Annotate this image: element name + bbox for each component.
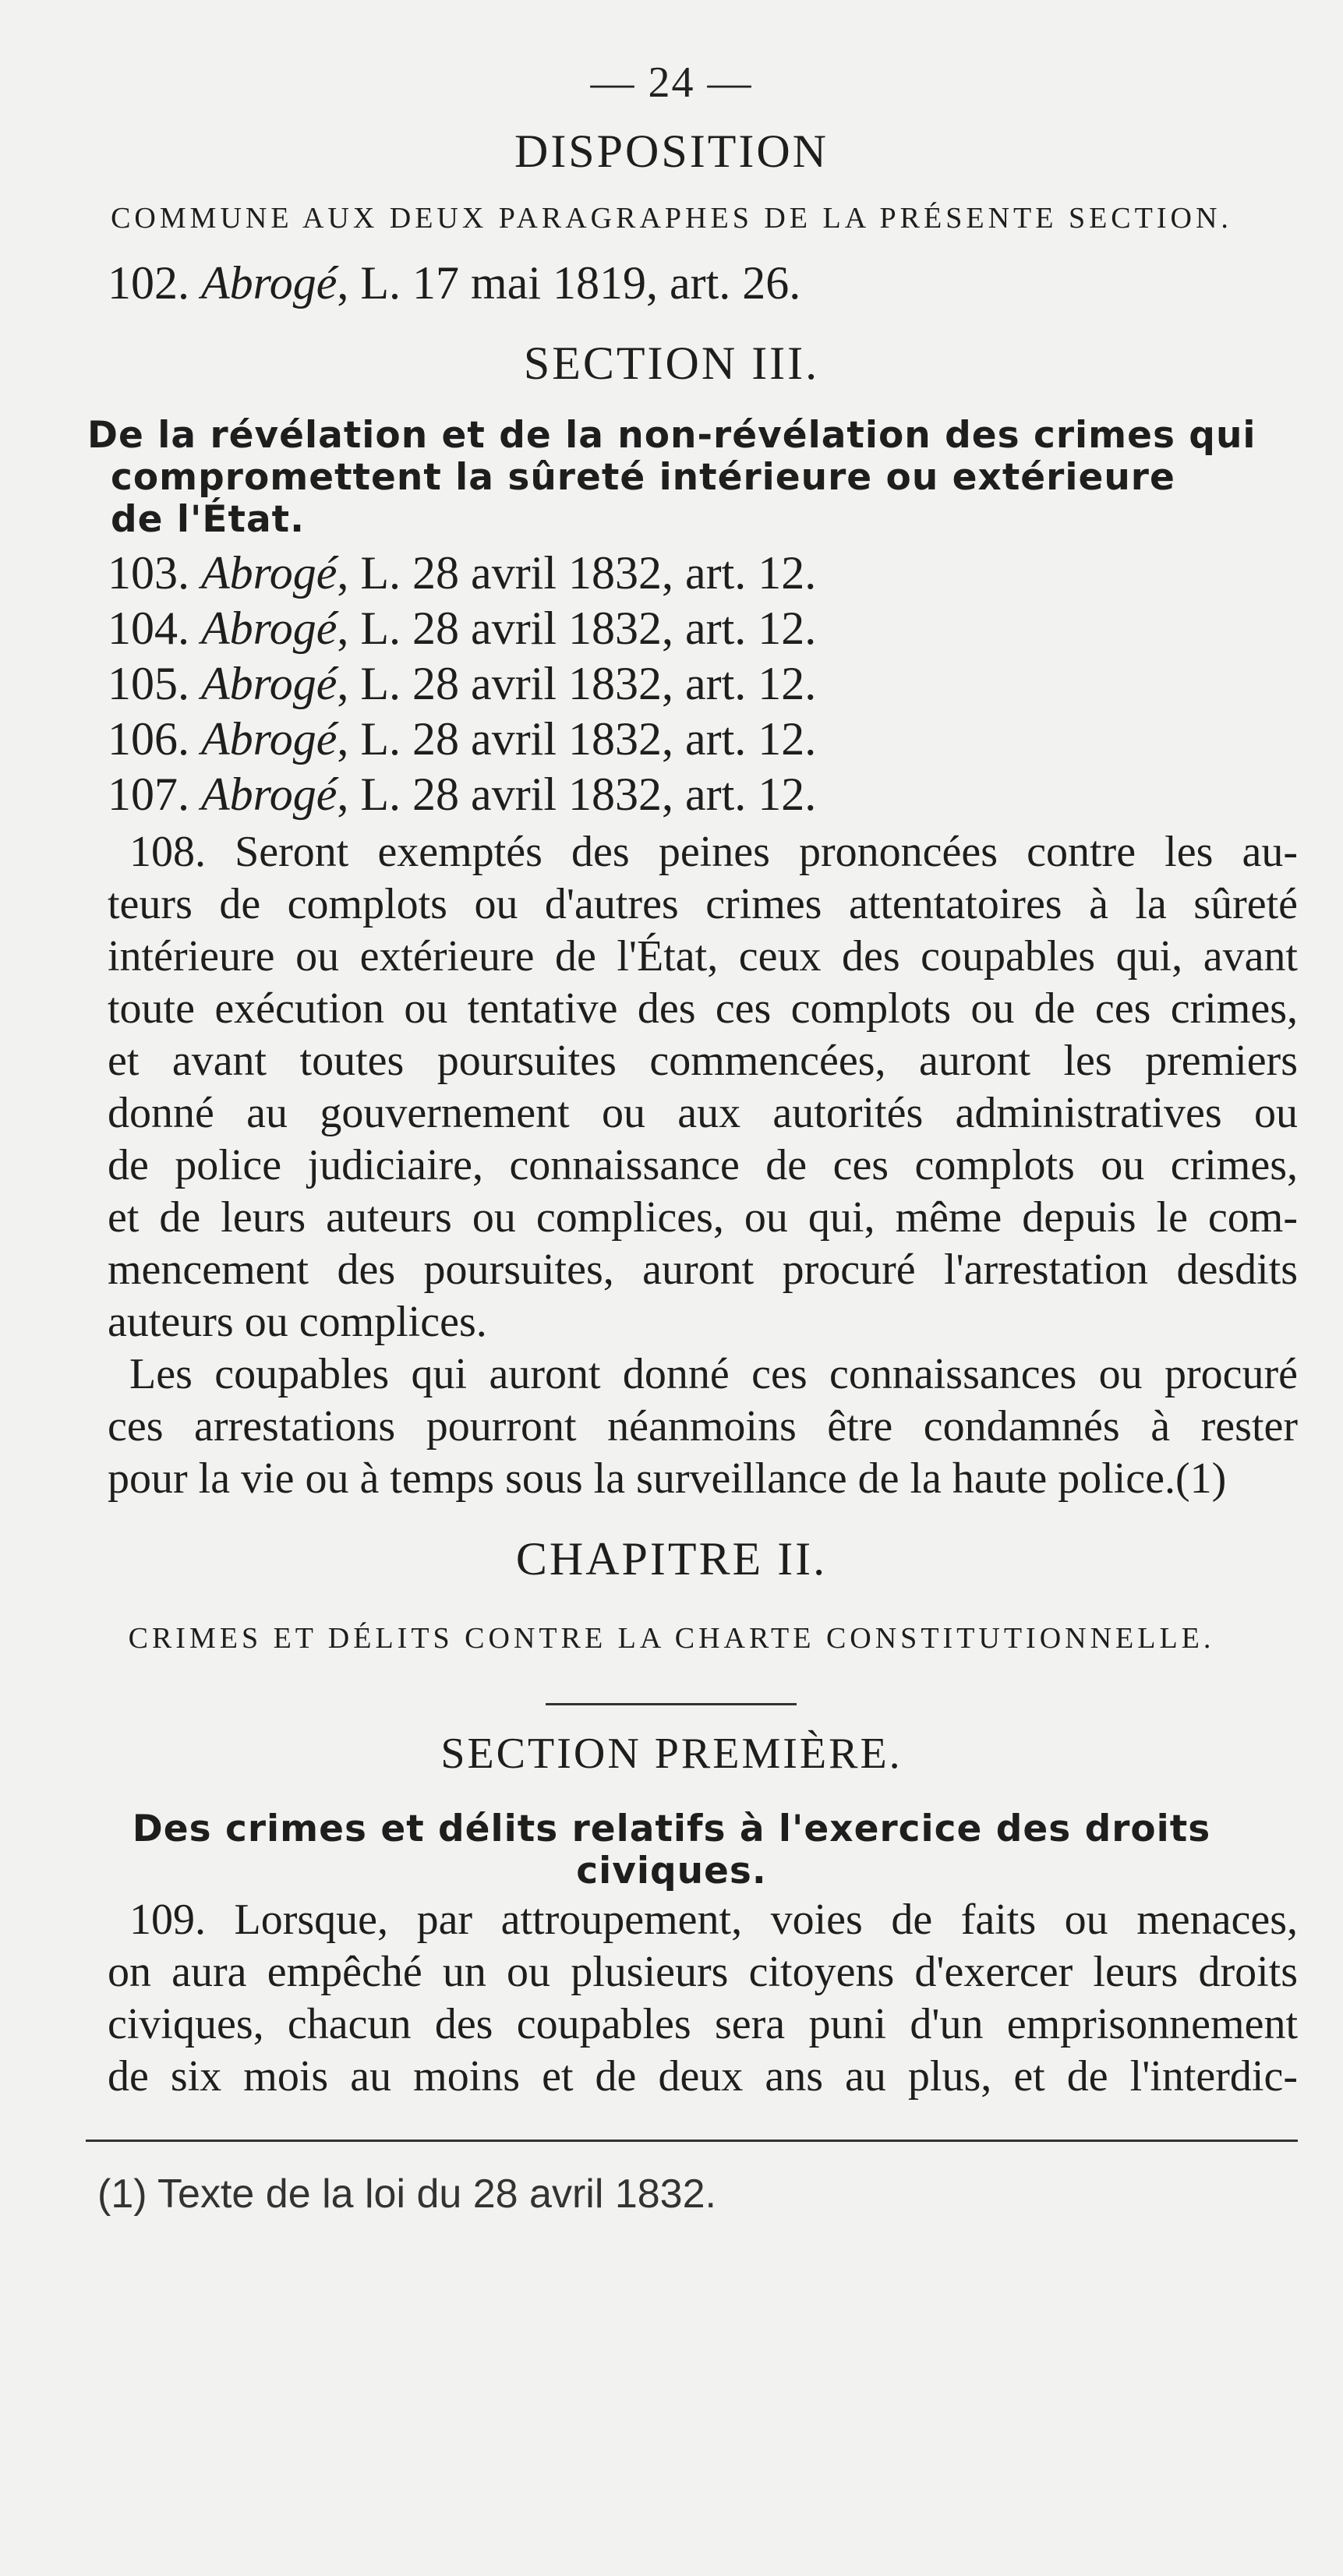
section-1-heading (47, 1808, 1296, 1892)
disposition-subtitle: COMMUNE AUX DEUX PARAGRAPHES DE LA PRÉSENTE SECTION. (111, 202, 1232, 235)
heading-line: de l'État. (111, 498, 305, 541)
disposition-title: DISPOSITION (514, 125, 829, 177)
article-108: 108. Seront exemptés des peines prononcées contre les au- teurs de complots ou d'autres crimes attentatoires à la sûreté intérieure ou extérieure de l'État, ceux des coupables qui, avant toute exécution ou tentative des ces complots ou de ces crimes, et avant toutes poursuites commencées, auront les premiers donné au gouvernement ou aux autorités administratives ou de police judiciaire, connaissance de ces complots ou crimes, et de leurs auteurs ou complices, ou qui, même depuis le com- mencement des poursuites, auront procuré l'arrestation desdits auteurs ou complices. Les coupables qui auront donné ces connaissances ou procuré ces arrestations pourront néanmoins être condamnés à rester pour la vie ou à temps sous la surveillance de la haute police.(1) (108, 828, 1298, 1503)
section-3-title: SECTION III. (523, 337, 820, 389)
article-106: 106. Abrogé, L. 28 avril 1832, art. 12. (108, 713, 817, 765)
section-3-heading (87, 415, 1299, 541)
footnote: (1) Texte de la loi du 28 avril 1832. (97, 2171, 716, 2217)
page-number: — 24 — (590, 58, 753, 107)
article-status: Abrogé (201, 257, 338, 309)
section-divider (546, 1703, 797, 1705)
chapter-2-subtitle: CRIMES ET DÉLITS CONTRE LA CHARTE CONSTITUTIONNELLE. (128, 1622, 1215, 1655)
article-107: 107. Abrogé, L. 28 avril 1832, art. 12. (108, 769, 817, 820)
heading-line: compromettent la sûreté intérieure ou extérieure (111, 456, 1175, 499)
section-1-title: SECTION PREMIÈRE. (440, 1730, 903, 1778)
footnote-rule (86, 2140, 1298, 2142)
article-number: 102. (108, 257, 189, 309)
heading-line: civiques. (576, 1850, 767, 1892)
article-104: 104. Abrogé, L. 28 avril 1832, art. 12. (108, 602, 817, 654)
article-109: 109. Lorsque, par attroupement, voies de faits ou menaces, on aura empêché un ou plusieurs citoyens d'exercer leurs droits civiques, chacun des coupables sera puni d'un emprisonnement de six mois au moins et de deux ans au plus, et de l'interdic- (108, 1896, 1298, 2101)
article-103: 103. Abrogé, L. 28 avril 1832, art. 12. (108, 547, 817, 599)
article-reference: , L. 17 mai 1819, art. 26. (337, 257, 801, 309)
article-105: 105. Abrogé, L. 28 avril 1832, art. 12. (108, 658, 817, 709)
chapter-2-title: CHAPITRE II. (515, 1533, 828, 1585)
article-list (108, 546, 1300, 822)
heading-line: De la révélation et de la non-révélation des crimes qui (87, 414, 1256, 457)
article-102 (108, 256, 1300, 311)
heading-line: Des crimes et délits relatifs à l'exercice des droits (132, 1807, 1211, 1850)
